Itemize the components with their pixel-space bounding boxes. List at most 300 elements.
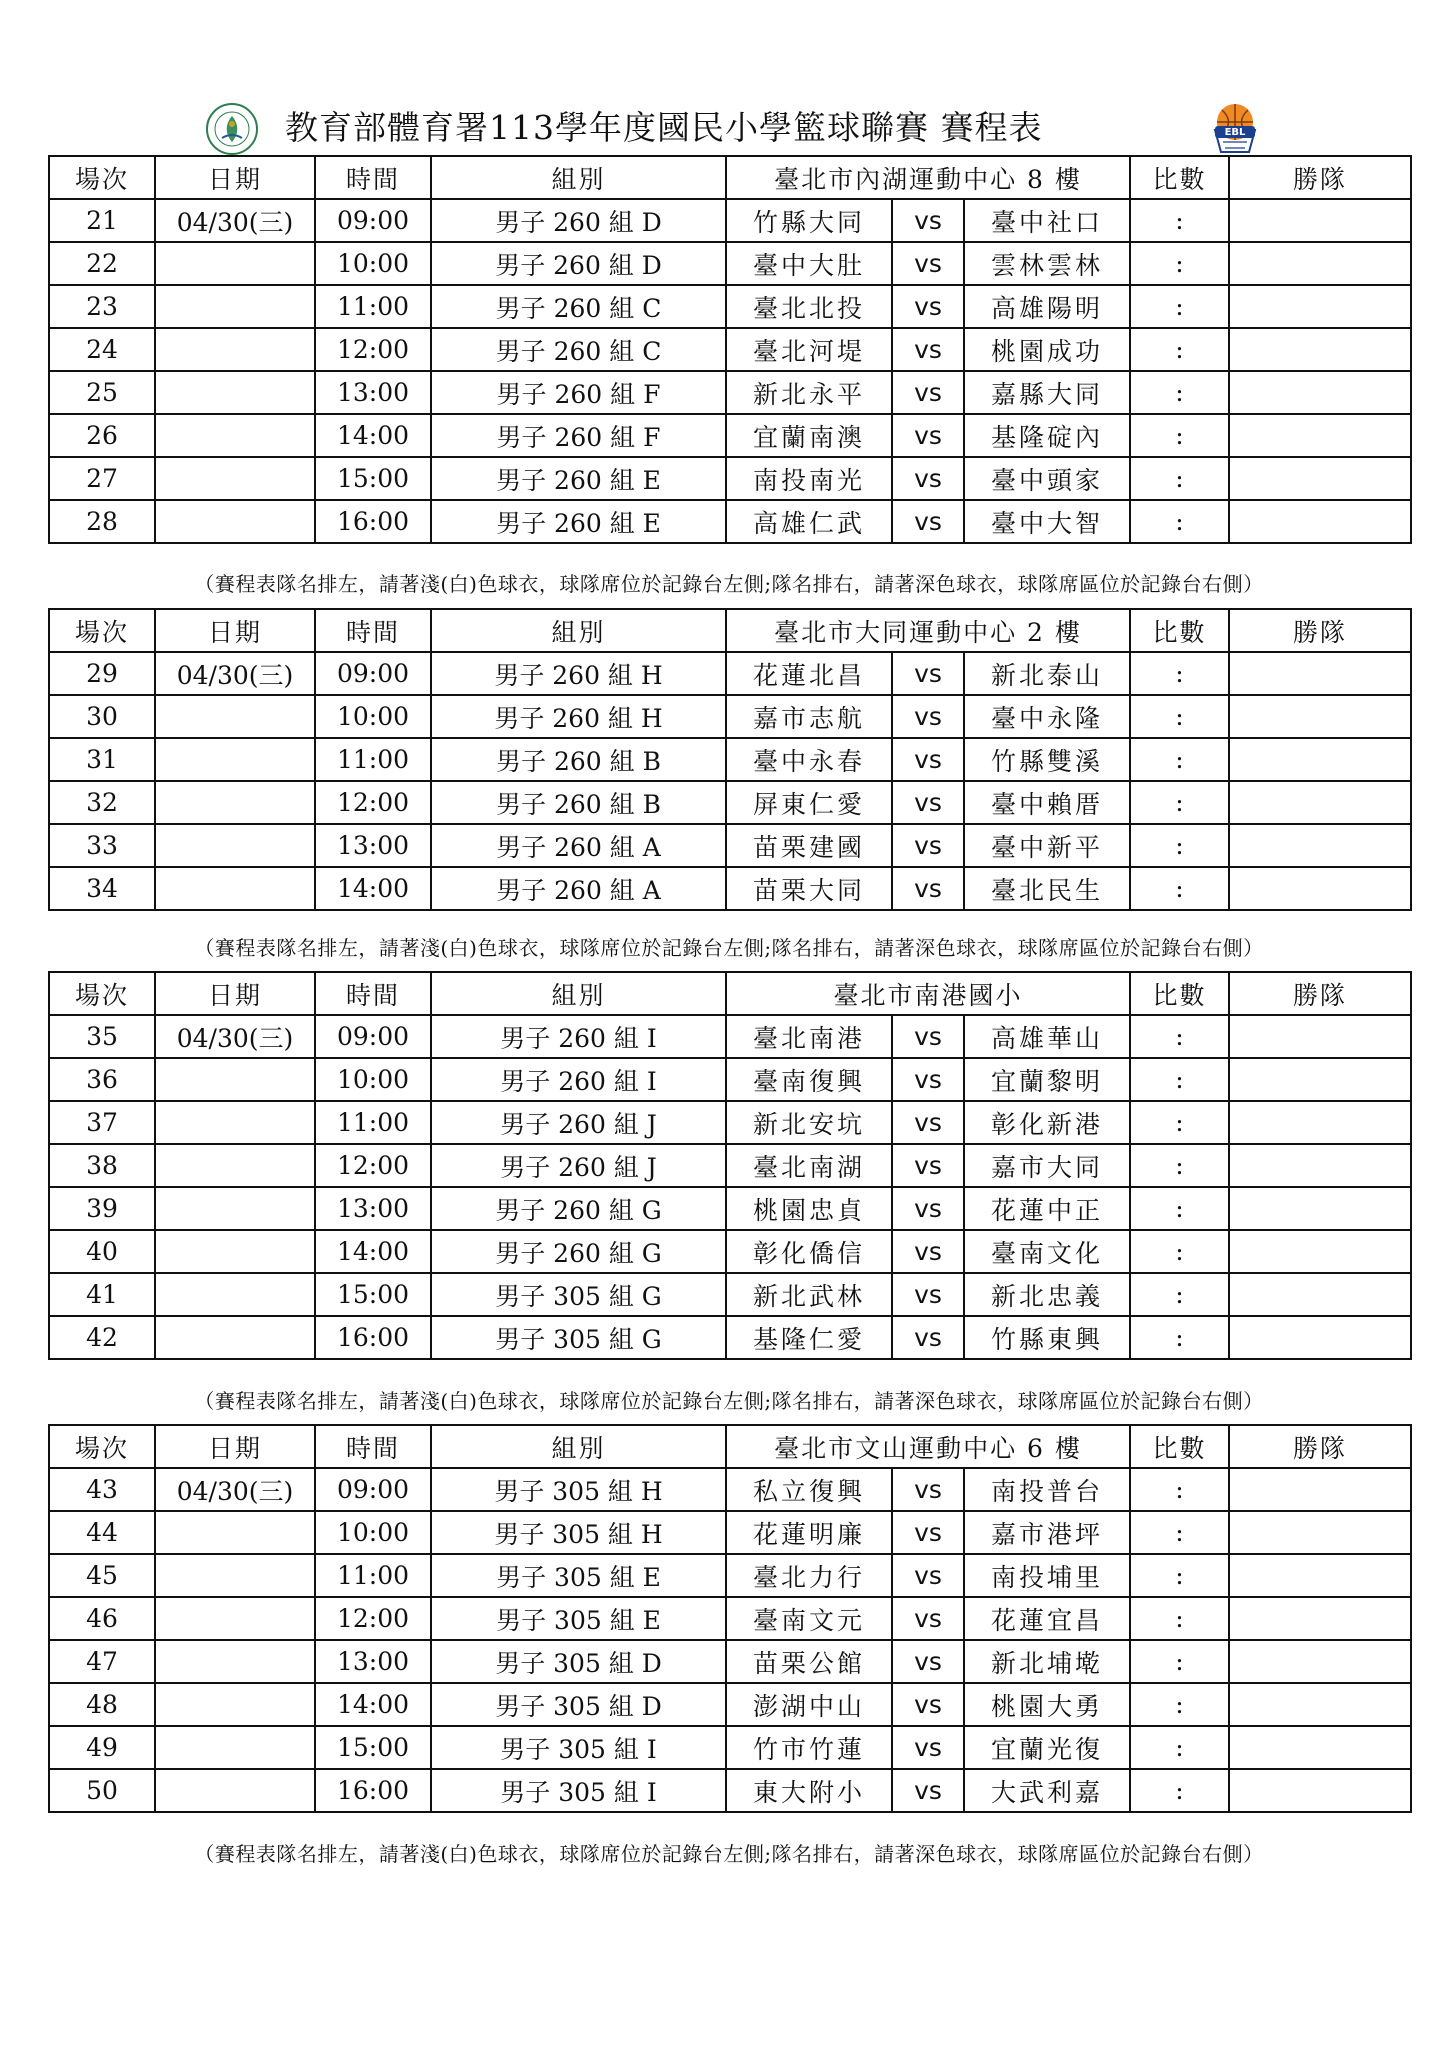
date-cell: [155, 1144, 315, 1187]
venue-header: 臺北市文山運動中心 6 樓: [726, 1425, 1130, 1468]
match-number-cell: 46: [49, 1597, 155, 1640]
time-cell: 14:00: [315, 414, 431, 457]
match-number-cell: 34: [49, 867, 155, 910]
match-number-cell: 49: [49, 1726, 155, 1769]
winner-cell: [1229, 867, 1411, 910]
vs-cell: vs: [892, 199, 964, 242]
table-row: [49, 457, 1411, 500]
score-cell: :: [1130, 285, 1229, 328]
date-cell: [155, 457, 315, 500]
time-cell: 16:00: [315, 1316, 431, 1359]
home-team-cell: 宜蘭南澳: [726, 414, 892, 457]
table-row: [49, 824, 1411, 867]
date-cell: [155, 1726, 315, 1769]
vs-cell: vs: [892, 824, 964, 867]
away-team-cell: 花蓮中正: [964, 1187, 1130, 1230]
vs-cell: vs: [892, 1468, 964, 1511]
vs-cell: vs: [892, 1230, 964, 1273]
winner-cell: [1229, 738, 1411, 781]
score-cell: :: [1130, 1554, 1229, 1597]
vs-cell: vs: [892, 1101, 964, 1144]
group-cell: 男子 305 組 G: [431, 1273, 726, 1316]
column-header-match-no: 場次: [49, 609, 155, 652]
table-row: [49, 242, 1411, 285]
away-team-cell: 臺中頭家: [964, 457, 1130, 500]
score-cell: :: [1130, 1101, 1229, 1144]
home-team-cell: 東大附小: [726, 1769, 892, 1812]
table-row: [49, 1683, 1411, 1726]
score-cell: :: [1130, 1683, 1229, 1726]
winner-cell: [1229, 199, 1411, 242]
home-team-cell: 臺北北投: [726, 285, 892, 328]
group-cell: 男子 260 組 D: [431, 242, 726, 285]
match-number-cell: 45: [49, 1554, 155, 1597]
date-cell: 04/30(三): [155, 1015, 315, 1058]
away-team-cell: 竹縣雙溪: [964, 738, 1130, 781]
away-team-cell: 臺中永隆: [964, 695, 1130, 738]
vs-cell: vs: [892, 1554, 964, 1597]
date-cell: [155, 242, 315, 285]
winner-cell: [1229, 652, 1411, 695]
vs-cell: vs: [892, 371, 964, 414]
table-row: [49, 199, 1411, 242]
score-cell: :: [1130, 1058, 1229, 1101]
winner-cell: [1229, 1015, 1411, 1058]
match-number-cell: 25: [49, 371, 155, 414]
table-row: [49, 652, 1411, 695]
vs-cell: vs: [892, 457, 964, 500]
score-cell: :: [1130, 652, 1229, 695]
winner-cell: [1229, 1058, 1411, 1101]
home-team-cell: 花蓮北昌: [726, 652, 892, 695]
column-header-group: 組別: [431, 156, 726, 199]
score-cell: :: [1130, 457, 1229, 500]
home-team-cell: 苗栗大同: [726, 867, 892, 910]
score-cell: :: [1130, 1468, 1229, 1511]
group-cell: 男子 260 組 A: [431, 824, 726, 867]
date-cell: [155, 1597, 315, 1640]
group-cell: 男子 260 組 I: [431, 1015, 726, 1058]
date-cell: [155, 500, 315, 543]
time-cell: 14:00: [315, 1230, 431, 1273]
winner-cell: [1229, 1683, 1411, 1726]
score-cell: :: [1130, 1597, 1229, 1640]
match-number-cell: 39: [49, 1187, 155, 1230]
group-cell: 男子 260 組 J: [431, 1101, 726, 1144]
group-cell: 男子 260 組 B: [431, 738, 726, 781]
column-header-score: 比數: [1130, 156, 1229, 199]
winner-cell: [1229, 371, 1411, 414]
table-row: [49, 328, 1411, 371]
column-header-date: 日期: [155, 972, 315, 1015]
group-cell: 男子 260 組 H: [431, 652, 726, 695]
away-team-cell: 臺北民生: [964, 867, 1130, 910]
match-number-cell: 43: [49, 1468, 155, 1511]
match-number-cell: 38: [49, 1144, 155, 1187]
table-row: [49, 867, 1411, 910]
time-cell: 12:00: [315, 328, 431, 371]
date-cell: [155, 1640, 315, 1683]
date-cell: [155, 1230, 315, 1273]
date-cell: 04/30(三): [155, 1468, 315, 1511]
winner-cell: [1229, 1597, 1411, 1640]
jersey-note: （賽程表隊名排左，請著淺(白)色球衣，球隊席位於記錄台左側;隊名排右，請著深色球衣，球隊席區位於記錄台右側）: [194, 1842, 1264, 1866]
match-number-cell: 32: [49, 781, 155, 824]
time-cell: 10:00: [315, 695, 431, 738]
away-team-cell: 臺中賴厝: [964, 781, 1130, 824]
away-team-cell: 大武利嘉: [964, 1769, 1130, 1812]
away-team-cell: 雲林雲林: [964, 242, 1130, 285]
column-header-group: 組別: [431, 1425, 726, 1468]
vs-cell: vs: [892, 1683, 964, 1726]
score-cell: :: [1130, 1015, 1229, 1058]
match-number-cell: 40: [49, 1230, 155, 1273]
winner-cell: [1229, 781, 1411, 824]
away-team-cell: 臺中社口: [964, 199, 1130, 242]
table-row: [49, 1316, 1411, 1359]
home-team-cell: 竹市竹蓮: [726, 1726, 892, 1769]
winner-cell: [1229, 500, 1411, 543]
column-header-time: 時間: [315, 1425, 431, 1468]
home-team-cell: 澎湖中山: [726, 1683, 892, 1726]
time-cell: 11:00: [315, 1554, 431, 1597]
home-team-cell: 高雄仁武: [726, 500, 892, 543]
home-team-cell: 臺北河堤: [726, 328, 892, 371]
group-cell: 男子 305 組 E: [431, 1597, 726, 1640]
home-team-cell: 臺北南湖: [726, 1144, 892, 1187]
home-team-cell: 臺南文元: [726, 1597, 892, 1640]
date-cell: [155, 1273, 315, 1316]
away-team-cell: 臺中大智: [964, 500, 1130, 543]
score-cell: :: [1130, 1144, 1229, 1187]
date-cell: [155, 1511, 315, 1554]
vs-cell: vs: [892, 285, 964, 328]
table-header-row: [49, 609, 1411, 652]
table-row: [49, 1144, 1411, 1187]
date-cell: [155, 285, 315, 328]
away-team-cell: 嘉市港坪: [964, 1511, 1130, 1554]
table-header-row: [49, 1425, 1411, 1468]
winner-cell: [1229, 1769, 1411, 1812]
schedule-table: [48, 1424, 1412, 1813]
column-header-date: 日期: [155, 609, 315, 652]
schedule-table: [48, 155, 1412, 544]
match-number-cell: 33: [49, 824, 155, 867]
date-cell: [155, 1101, 315, 1144]
home-team-cell: 新北武林: [726, 1273, 892, 1316]
match-number-cell: 28: [49, 500, 155, 543]
group-cell: 男子 305 組 D: [431, 1640, 726, 1683]
column-header-score: 比數: [1130, 972, 1229, 1015]
winner-cell: [1229, 1468, 1411, 1511]
home-team-cell: 私立復興: [726, 1468, 892, 1511]
vs-cell: vs: [892, 1597, 964, 1640]
score-cell: :: [1130, 199, 1229, 242]
winner-cell: [1229, 1273, 1411, 1316]
group-cell: 男子 305 組 I: [431, 1769, 726, 1812]
winner-cell: [1229, 1187, 1411, 1230]
match-number-cell: 42: [49, 1316, 155, 1359]
match-number-cell: 36: [49, 1058, 155, 1101]
jersey-note: （賽程表隊名排左，請著淺(白)色球衣，球隊席位於記錄台左側;隊名排右，請著深色球衣，球隊席區位於記錄台右側）: [194, 1389, 1264, 1413]
group-cell: 男子 260 組 G: [431, 1230, 726, 1273]
away-team-cell: 基隆碇內: [964, 414, 1130, 457]
home-team-cell: 苗栗建國: [726, 824, 892, 867]
match-number-cell: 48: [49, 1683, 155, 1726]
column-header-score: 比數: [1130, 1425, 1229, 1468]
home-team-cell: 南投南光: [726, 457, 892, 500]
group-cell: 男子 260 組 B: [431, 781, 726, 824]
time-cell: 13:00: [315, 371, 431, 414]
group-cell: 男子 305 組 E: [431, 1554, 726, 1597]
home-team-cell: 臺中大肚: [726, 242, 892, 285]
time-cell: 12:00: [315, 1597, 431, 1640]
winner-cell: [1229, 1554, 1411, 1597]
score-cell: :: [1130, 414, 1229, 457]
score-cell: :: [1130, 867, 1229, 910]
score-cell: :: [1130, 1726, 1229, 1769]
vs-cell: vs: [892, 1144, 964, 1187]
match-number-cell: 26: [49, 414, 155, 457]
home-team-cell: 臺北南港: [726, 1015, 892, 1058]
away-team-cell: 彰化新港: [964, 1101, 1130, 1144]
vs-cell: vs: [892, 781, 964, 824]
date-cell: [155, 1058, 315, 1101]
score-cell: :: [1130, 242, 1229, 285]
table-row: [49, 1554, 1411, 1597]
date-cell: [155, 371, 315, 414]
away-team-cell: 臺中新平: [964, 824, 1130, 867]
date-cell: [155, 781, 315, 824]
match-number-cell: 37: [49, 1101, 155, 1144]
score-cell: :: [1130, 1769, 1229, 1812]
group-cell: 男子 260 組 G: [431, 1187, 726, 1230]
vs-cell: vs: [892, 1316, 964, 1359]
table-row: [49, 1468, 1411, 1511]
time-cell: 14:00: [315, 867, 431, 910]
away-team-cell: 嘉縣大同: [964, 371, 1130, 414]
date-cell: [155, 414, 315, 457]
home-team-cell: 彰化僑信: [726, 1230, 892, 1273]
score-cell: :: [1130, 695, 1229, 738]
away-team-cell: 桃園大勇: [964, 1683, 1130, 1726]
winner-cell: [1229, 414, 1411, 457]
date-cell: [155, 328, 315, 371]
match-number-cell: 41: [49, 1273, 155, 1316]
group-cell: 男子 260 組 D: [431, 199, 726, 242]
column-header-date: 日期: [155, 156, 315, 199]
date-cell: 04/30(三): [155, 652, 315, 695]
group-cell: 男子 305 組 H: [431, 1511, 726, 1554]
away-team-cell: 南投普台: [964, 1468, 1130, 1511]
score-cell: :: [1130, 1316, 1229, 1359]
table-row: [49, 1230, 1411, 1273]
home-team-cell: 臺南復興: [726, 1058, 892, 1101]
away-team-cell: 高雄陽明: [964, 285, 1130, 328]
winner-cell: [1229, 1640, 1411, 1683]
table-row: [49, 371, 1411, 414]
home-team-cell: 桃園忠貞: [726, 1187, 892, 1230]
score-cell: :: [1130, 371, 1229, 414]
column-header-winner: 勝隊: [1229, 1425, 1411, 1468]
date-cell: [155, 695, 315, 738]
home-team-cell: 新北安坑: [726, 1101, 892, 1144]
vs-cell: vs: [892, 242, 964, 285]
time-cell: 11:00: [315, 285, 431, 328]
group-cell: 男子 260 組 J: [431, 1144, 726, 1187]
date-cell: 04/30(三): [155, 199, 315, 242]
venue-header: 臺北市南港國小: [726, 972, 1130, 1015]
group-cell: 男子 260 組 E: [431, 500, 726, 543]
vs-cell: vs: [892, 1187, 964, 1230]
away-team-cell: 嘉市大同: [964, 1144, 1130, 1187]
home-team-cell: 屏東仁愛: [726, 781, 892, 824]
date-cell: [155, 1683, 315, 1726]
group-cell: 男子 260 組 C: [431, 285, 726, 328]
table-row: [49, 1640, 1411, 1683]
column-header-time: 時間: [315, 156, 431, 199]
winner-cell: [1229, 1101, 1411, 1144]
vs-cell: vs: [892, 1769, 964, 1812]
match-number-cell: 29: [49, 652, 155, 695]
match-number-cell: 50: [49, 1769, 155, 1812]
group-cell: 男子 260 組 C: [431, 328, 726, 371]
score-cell: :: [1130, 1640, 1229, 1683]
jersey-note: （賽程表隊名排左，請著淺(白)色球衣，球隊席位於記錄台左側;隊名排右，請著深色球衣，球隊席區位於記錄台右側）: [194, 572, 1264, 596]
time-cell: 15:00: [315, 1726, 431, 1769]
column-header-match-no: 場次: [49, 1425, 155, 1468]
table-row: [49, 1101, 1411, 1144]
score-cell: :: [1130, 1273, 1229, 1316]
column-header-group: 組別: [431, 609, 726, 652]
table-row: [49, 414, 1411, 457]
jersey-note: （賽程表隊名排左，請著淺(白)色球衣，球隊席位於記錄台左側;隊名排右，請著深色球衣，球隊席區位於記錄台右側）: [194, 936, 1264, 960]
vs-cell: vs: [892, 738, 964, 781]
column-header-time: 時間: [315, 972, 431, 1015]
vs-cell: vs: [892, 695, 964, 738]
home-team-cell: 臺北力行: [726, 1554, 892, 1597]
winner-cell: [1229, 285, 1411, 328]
vs-cell: vs: [892, 328, 964, 371]
time-cell: 11:00: [315, 1101, 431, 1144]
group-cell: 男子 260 組 H: [431, 695, 726, 738]
score-cell: :: [1130, 500, 1229, 543]
match-number-cell: 47: [49, 1640, 155, 1683]
away-team-cell: 南投埔里: [964, 1554, 1130, 1597]
home-team-cell: 新北永平: [726, 371, 892, 414]
date-cell: [155, 824, 315, 867]
away-team-cell: 宜蘭黎明: [964, 1058, 1130, 1101]
score-cell: :: [1130, 328, 1229, 371]
away-team-cell: 竹縣東興: [964, 1316, 1130, 1359]
column-header-winner: 勝隊: [1229, 972, 1411, 1015]
table-header-row: [49, 156, 1411, 199]
table-row: [49, 285, 1411, 328]
home-team-cell: 竹縣大同: [726, 199, 892, 242]
vs-cell: vs: [892, 1640, 964, 1683]
ebl-basketball-logo-icon: [1207, 100, 1263, 156]
group-cell: 男子 260 組 A: [431, 867, 726, 910]
time-cell: 12:00: [315, 781, 431, 824]
home-team-cell: 基隆仁愛: [726, 1316, 892, 1359]
column-header-score: 比數: [1130, 609, 1229, 652]
time-cell: 12:00: [315, 1144, 431, 1187]
table-row: [49, 1058, 1411, 1101]
table-row: [49, 1511, 1411, 1554]
vs-cell: vs: [892, 1726, 964, 1769]
schedule-table: [48, 971, 1412, 1360]
winner-cell: [1229, 1144, 1411, 1187]
winner-cell: [1229, 457, 1411, 500]
vs-cell: vs: [892, 867, 964, 910]
match-number-cell: 23: [49, 285, 155, 328]
svg-text:EBL: EBL: [1224, 127, 1246, 138]
time-cell: 11:00: [315, 738, 431, 781]
table-row: [49, 1726, 1411, 1769]
home-team-cell: 嘉市志航: [726, 695, 892, 738]
time-cell: 13:00: [315, 824, 431, 867]
table-row: [49, 781, 1411, 824]
score-cell: :: [1130, 781, 1229, 824]
schedule-table: [48, 608, 1412, 911]
table-row: [49, 1187, 1411, 1230]
away-team-cell: 桃園成功: [964, 328, 1130, 371]
match-number-cell: 21: [49, 199, 155, 242]
time-cell: 09:00: [315, 652, 431, 695]
time-cell: 14:00: [315, 1683, 431, 1726]
vs-cell: vs: [892, 1058, 964, 1101]
time-cell: 09:00: [315, 199, 431, 242]
away-team-cell: 新北埔墘: [964, 1640, 1130, 1683]
table-row: [49, 738, 1411, 781]
group-cell: 男子 305 組 I: [431, 1726, 726, 1769]
column-header-match-no: 場次: [49, 972, 155, 1015]
date-cell: [155, 867, 315, 910]
time-cell: 09:00: [315, 1468, 431, 1511]
time-cell: 15:00: [315, 1273, 431, 1316]
table-row: [49, 500, 1411, 543]
column-header-group: 組別: [431, 972, 726, 1015]
match-number-cell: 24: [49, 328, 155, 371]
winner-cell: [1229, 824, 1411, 867]
score-cell: :: [1130, 738, 1229, 781]
table-row: [49, 1273, 1411, 1316]
date-cell: [155, 1554, 315, 1597]
moe-seal-icon: [205, 102, 259, 156]
score-cell: :: [1130, 1511, 1229, 1554]
match-number-cell: 44: [49, 1511, 155, 1554]
vs-cell: vs: [892, 1511, 964, 1554]
page-title: 教育部體育署113學年度國民小學籃球聯賽 賽程表: [285, 108, 1043, 147]
away-team-cell: 花蓮宜昌: [964, 1597, 1130, 1640]
vs-cell: vs: [892, 652, 964, 695]
group-cell: 男子 260 組 I: [431, 1058, 726, 1101]
winner-cell: [1229, 1726, 1411, 1769]
column-header-time: 時間: [315, 609, 431, 652]
home-team-cell: 臺中永春: [726, 738, 892, 781]
match-number-cell: 27: [49, 457, 155, 500]
match-number-cell: 30: [49, 695, 155, 738]
column-header-match-no: 場次: [49, 156, 155, 199]
vs-cell: vs: [892, 1273, 964, 1316]
venue-header: 臺北市大同運動中心 2 樓: [726, 609, 1130, 652]
winner-cell: [1229, 1316, 1411, 1359]
time-cell: 16:00: [315, 1769, 431, 1812]
score-cell: :: [1130, 1230, 1229, 1273]
date-cell: [155, 738, 315, 781]
home-team-cell: 苗栗公館: [726, 1640, 892, 1683]
vs-cell: vs: [892, 500, 964, 543]
